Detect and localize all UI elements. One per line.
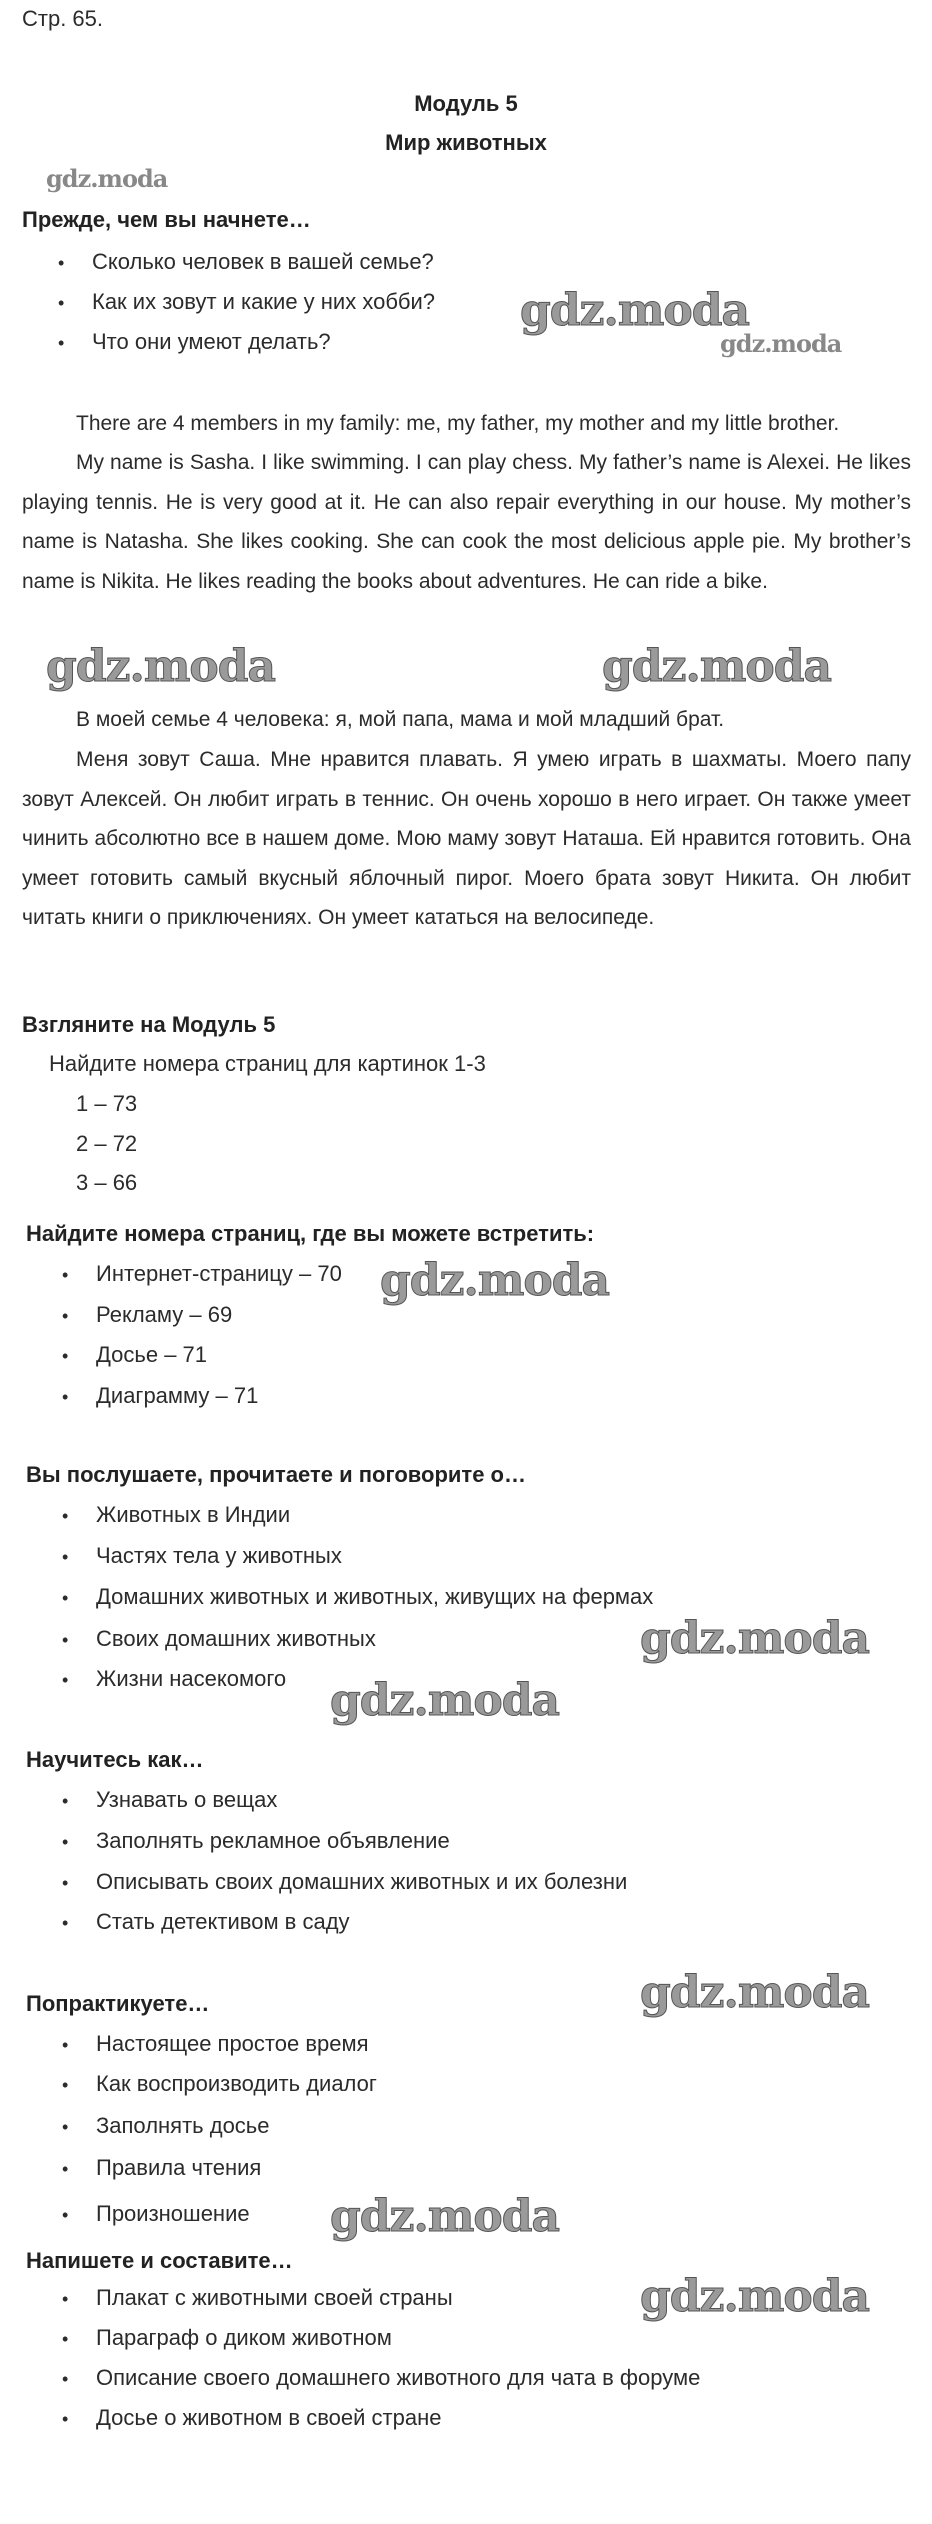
list-item: • Диаграмму – 71 xyxy=(62,1383,259,1408)
practice-heading: Попрактикуете… xyxy=(26,1991,210,2016)
list-item: • Описывать своих домашних животных и их болезни xyxy=(62,1869,628,1894)
module-subtitle: Мир животных xyxy=(385,130,547,155)
english-paragraph-2: My name is Sasha. I like swimming. I can play chess. My father’s name is Alexei. He likes playing tennis. He is very good at it. He can also repair everything in our house. My mother’s name is Natasha. She likes cooking. She can cook the most delicious apple pie. My brother’s name is Nikita. He likes reading the books about adventures. He can ride a bike. xyxy=(22,451,911,593)
list-item: • Частях тела у животных xyxy=(62,1543,342,1568)
watermark: gdz.moda xyxy=(46,164,168,193)
answer-item: 3 – 66 xyxy=(76,1170,138,1195)
list-item: • Заполнять рекламное объявление xyxy=(62,1828,450,1853)
list-item: • Сколько человек в вашей семье? xyxy=(58,249,434,274)
watermark: gdz.moda xyxy=(520,285,750,336)
list-item: • Стать детективом в саду xyxy=(62,1909,350,1934)
list-item: • Произношение xyxy=(62,2201,250,2226)
list-item: • Интернет-страницу – 70 xyxy=(62,1261,342,1286)
russian-paragraph-1: В моей семье 4 человека: я, мой папа, мама и мой младший брат. xyxy=(76,708,725,731)
look-at-module-heading: Взгляните на Модуль 5 xyxy=(22,1012,276,1037)
watermark: gdz.moda xyxy=(330,2191,560,2242)
list-item: • Параграф о диком животном xyxy=(62,2325,392,2350)
list-item: • Заполнять досье xyxy=(62,2113,270,2138)
watermark: gdz.moda xyxy=(640,1613,870,1664)
before-start-heading: Прежде, чем вы начнете… xyxy=(22,207,311,232)
list-item: • Узнавать о вещах xyxy=(62,1787,278,1812)
list-item: • Описание своего домашнего животного для чата в форуме xyxy=(62,2365,701,2390)
list-item: • Досье – 71 xyxy=(62,1342,208,1367)
watermark: gdz.moda xyxy=(330,1675,560,1726)
find-pages-heading: Найдите номера страниц, где вы можете встретить: xyxy=(26,1221,595,1246)
english-paragraph-1: There are 4 members in my family: me, my father, my mother and my little brother. xyxy=(76,412,840,435)
watermark: gdz.moda xyxy=(46,641,276,692)
look-at-module-task: Найдите номера страниц для картинок 1-3 xyxy=(49,1051,486,1076)
watermark: gdz.moda xyxy=(380,1255,610,1306)
answer-item: 1 – 73 xyxy=(76,1091,138,1116)
list-item: • Плакат с животными своей страны xyxy=(62,2285,453,2310)
answer-item: 2 – 72 xyxy=(76,1131,138,1156)
module-title: Модуль 5 xyxy=(414,91,518,116)
list-item: • Домашних животных и животных, живущих на фермах xyxy=(62,1584,654,1609)
list-item: • Правила чтения xyxy=(62,2155,262,2180)
page-number: Стр. 65. xyxy=(22,6,104,31)
write-heading: Напишете и составите… xyxy=(26,2248,293,2273)
watermark: gdz.moda xyxy=(720,329,842,358)
watermark: gdz.moda xyxy=(640,1967,870,2018)
list-item: • Как воспроизводить диалог xyxy=(62,2071,377,2096)
russian-paragraph-2: Меня зовут Саша. Мне нравится плавать. Я умею играть в шахматы. Моего папу зовут Алексей. Он любит играть в теннис. Он очень хорошо в него играет. Он также умеет чинить абсолютно все в нашем доме. Мою маму зовут Наташа. Ей нравится готовить. Она умеет готовить самый вкусный яблочный пирог. Моего брата зовут Никита. Он любит читать книги о приключениях. Он умеет кататься на велосипеде. xyxy=(22,748,911,929)
list-item: • Как их зовут и какие у них хобби? xyxy=(58,289,436,314)
list-item: • Жизни насекомого xyxy=(62,1666,287,1691)
watermark: gdz.moda xyxy=(602,641,832,692)
learn-how-heading: Научитесь как… xyxy=(26,1747,204,1772)
listen-heading: Вы послушаете, прочитаете и поговорите о… xyxy=(26,1462,526,1487)
list-item: • Своих домашних животных xyxy=(62,1626,376,1651)
watermark: gdz.moda xyxy=(640,2271,870,2322)
list-item: • Рекламу – 69 xyxy=(62,1302,233,1327)
list-item: • Настоящее простое время xyxy=(62,2031,369,2056)
list-item: • Что они умеют делать? xyxy=(58,329,331,354)
list-item: • Досье о животном в своей стране xyxy=(62,2405,442,2430)
list-item: • Животных в Индии xyxy=(62,1502,291,1527)
